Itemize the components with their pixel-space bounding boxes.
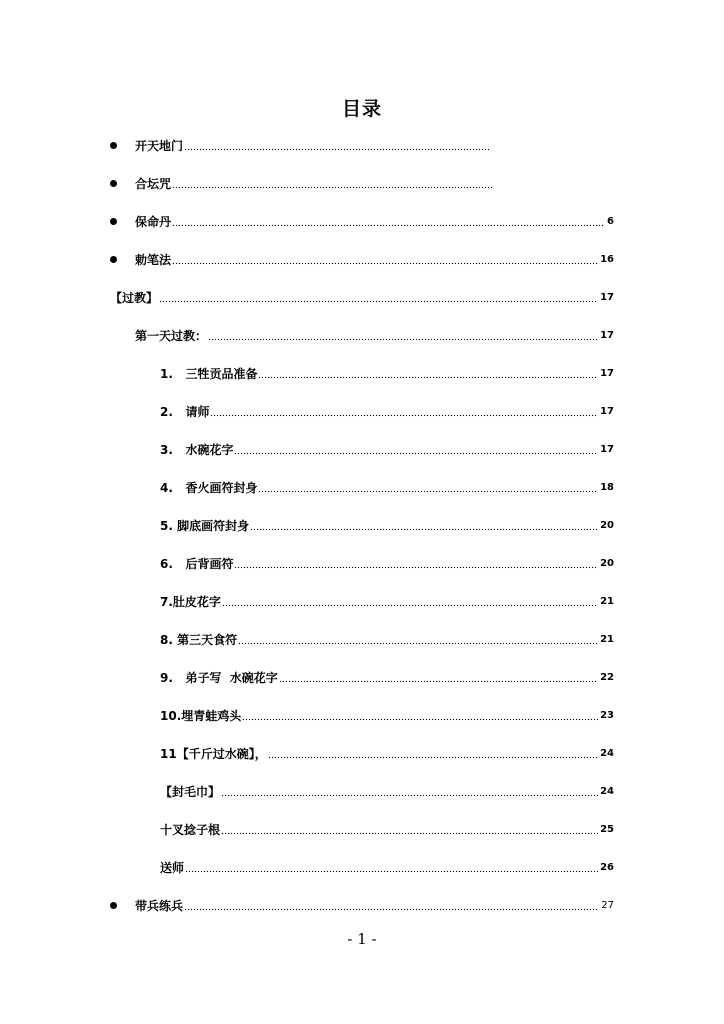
toc-entry-label: 7.肚皮花字 xyxy=(160,595,221,609)
leader-dots xyxy=(184,908,599,911)
toc-entry[interactable] xyxy=(110,290,614,306)
toc-entry-label: 9. 弟子写 水碗花字 xyxy=(160,671,278,685)
leader-dots xyxy=(172,186,494,189)
toc-entry-page: 26 xyxy=(600,862,614,873)
toc-entry-label: 3. 水碗花字 xyxy=(160,443,234,457)
toc-entry-page: 20 xyxy=(600,520,614,531)
toc-entry-label: 【过教】 xyxy=(110,291,159,305)
leader-dots xyxy=(268,756,598,759)
toc-entry-page: 27 xyxy=(601,900,614,911)
leader-dots xyxy=(242,718,598,721)
leader-dots xyxy=(279,680,598,683)
toc-entry[interactable] xyxy=(135,176,504,192)
leader-dots xyxy=(222,604,598,607)
toc-entry-label: 带兵练兵 xyxy=(135,899,184,913)
toc-entry[interactable] xyxy=(160,480,614,496)
toc-entry-page: 18 xyxy=(600,482,614,493)
toc-entry-page: 16 xyxy=(600,254,614,265)
page-number-footer: - 1 - xyxy=(347,930,377,948)
toc-entry-label: 1. 三牲贡品准备 xyxy=(160,367,258,381)
leader-dots xyxy=(221,794,598,797)
leader-dots xyxy=(258,376,598,379)
leader-dots xyxy=(172,224,604,227)
leader-dots xyxy=(172,262,598,265)
toc-entry-page: 21 xyxy=(600,596,614,607)
bullet-icon xyxy=(110,142,117,149)
toc-entry[interactable] xyxy=(160,670,614,686)
leader-dots xyxy=(208,338,598,341)
toc-entry[interactable] xyxy=(160,784,614,800)
toc-entry-label: 【封毛巾】 xyxy=(160,785,221,799)
toc-entry-page: 24 xyxy=(600,748,614,759)
toc-entry-label: 第一天过教： xyxy=(135,329,208,343)
toc-entry-label: 10.埋青蛙鸡头 xyxy=(160,709,242,723)
toc-entry-label: 合坛咒 xyxy=(135,177,172,191)
leader-dots xyxy=(185,870,598,873)
toc-entry-page: 20 xyxy=(600,558,614,569)
toc-entry-page: 17 xyxy=(600,292,614,303)
leader-dots xyxy=(221,832,598,835)
toc-entry[interactable] xyxy=(135,138,501,154)
toc-entry-page: 24 xyxy=(600,786,614,797)
toc-entry-page: 17 xyxy=(600,406,614,417)
toc-entry-page: 17 xyxy=(600,368,614,379)
bullet-icon xyxy=(110,180,117,187)
toc-entry[interactable] xyxy=(160,404,614,420)
toc-entry-page: 17 xyxy=(600,444,614,455)
toc-entry-page: 25 xyxy=(600,824,614,835)
toc-entry-label: 2. 请师 xyxy=(160,405,210,419)
bullet-icon xyxy=(110,256,117,263)
toc-entry[interactable] xyxy=(135,328,614,344)
bullet-icon xyxy=(110,902,117,909)
leader-dots xyxy=(159,300,598,303)
toc-entry[interactable] xyxy=(160,632,614,648)
leader-dots xyxy=(184,148,491,151)
toc-entry-label: 11【千斤过水碗】， xyxy=(160,747,267,761)
toc-entry-page: 22 xyxy=(600,672,614,683)
toc-entry-page: 6 xyxy=(607,216,614,227)
toc-entry[interactable] xyxy=(160,746,614,762)
leader-dots xyxy=(258,490,598,493)
toc-entry[interactable] xyxy=(135,214,614,230)
toc-entry-label: 6. 后背画符 xyxy=(160,557,234,571)
toc-entry[interactable] xyxy=(160,518,614,534)
toc-entry-label: 8. 第三天食符 xyxy=(160,633,238,647)
leader-dots xyxy=(234,452,598,455)
leader-dots xyxy=(234,566,598,569)
toc-entry-page: 23 xyxy=(600,710,614,721)
toc-entry[interactable] xyxy=(160,822,614,838)
leader-dots xyxy=(238,642,598,645)
toc-entry-label: 保命丹 xyxy=(135,215,172,229)
toc-entry-page: 21 xyxy=(600,634,614,645)
leader-dots xyxy=(250,528,598,531)
toc-entry-label: 5. 脚底画符封身 xyxy=(160,519,250,533)
toc-entry-page: 17 xyxy=(600,330,614,341)
toc-entry[interactable] xyxy=(160,594,614,610)
toc-entry[interactable] xyxy=(160,556,614,572)
toc-entry[interactable] xyxy=(160,708,614,724)
toc-entry[interactable] xyxy=(135,252,614,268)
toc-entry-label: 勅笔法 xyxy=(135,253,172,267)
toc-entry[interactable] xyxy=(135,898,614,914)
toc-entry-label: 送师 xyxy=(160,861,185,875)
toc-entry[interactable] xyxy=(160,860,614,876)
page-title: 目录 xyxy=(341,98,382,120)
leader-dots xyxy=(210,414,598,417)
toc-entry-label: 4. 香火画符封身 xyxy=(160,481,258,495)
bullet-icon xyxy=(110,218,117,225)
toc-entry-label: 开天地门 xyxy=(135,139,184,153)
toc-entry[interactable] xyxy=(160,366,614,382)
toc-entry[interactable] xyxy=(160,442,614,458)
toc-entry-label: 十叉捻子根 xyxy=(160,823,221,837)
